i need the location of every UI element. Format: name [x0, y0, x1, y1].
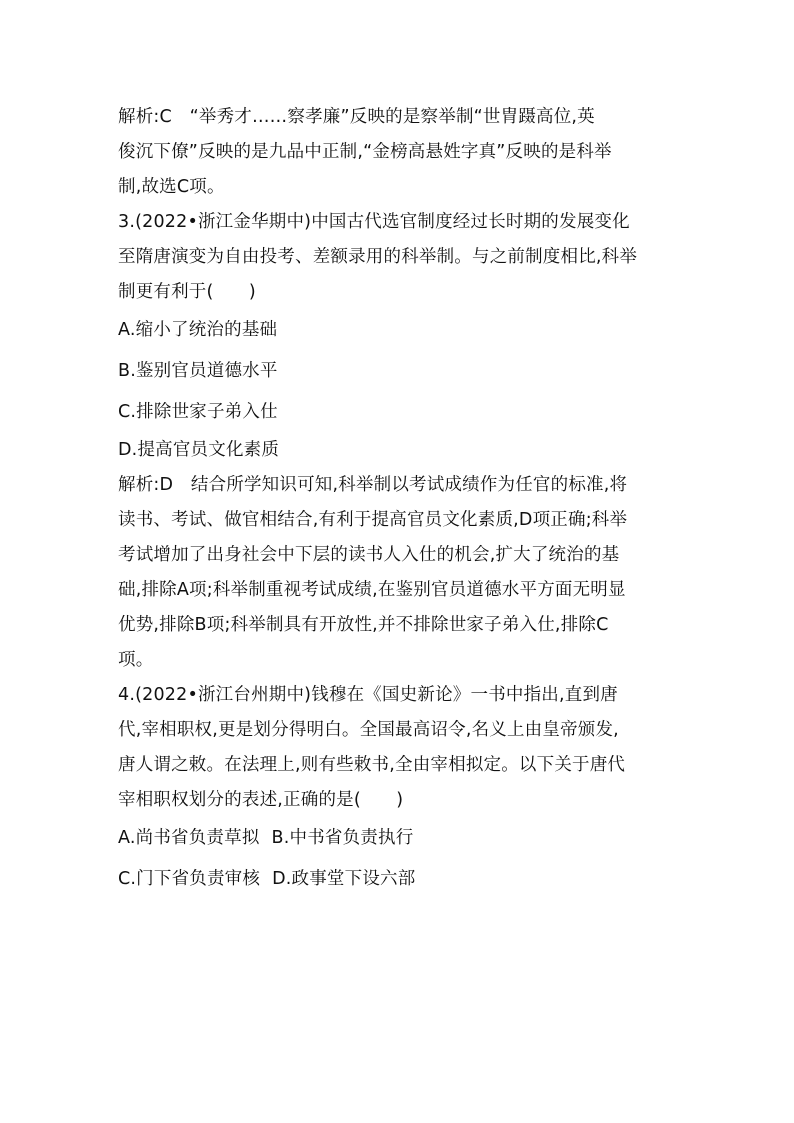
option-a: A.尚书省负责草拟: [118, 828, 260, 848]
explanation-line: 考试增加了出身社会中下层的读书人入仕的机会,扩大了统治的基: [118, 545, 620, 565]
question-stem-line: 至隋唐演变为自由投考、差额录用的科举制。与之前制度相比,科举: [118, 247, 638, 267]
explanation-line: 制,故选C项。: [118, 177, 225, 197]
explanation-line: 础,排除A项;科举制重视考试成绩,在鉴别官员道德水平方面无明显: [118, 580, 626, 600]
option-d: D.政事堂下设六部: [272, 869, 416, 889]
question-stem-line: 宰相职权划分的表述,正确的是( ): [118, 790, 404, 810]
question-stem-line: 3.(2022•浙江金华期中)中国古代选官制度经过长时期的发展变化: [118, 212, 630, 232]
option-b: B.中书省负责执行: [271, 828, 414, 848]
question-stem-line: 唐人谓之敕。在法理上,则有些敕书,全由宰相拟定。以下关于唐代: [118, 755, 626, 775]
option-c: C.排除世家子弟入仕: [118, 402, 278, 422]
explanation-line: 项。: [118, 650, 154, 670]
explanation-line: 解析:D 结合所学知识可知,科举制以考试成绩作为任官的标准,将: [118, 475, 628, 495]
explanation-line: 俊沉下僚”反映的是九品中正制,“金榜高悬姓字真”反映的是科举: [118, 142, 612, 162]
option-a: A.缩小了统治的基础: [118, 320, 278, 340]
question-stem-line: 代,宰相职权,更是划分得明白。全国最高诏令,名义上由皇帝颁发,: [118, 720, 619, 740]
options-row-cd: [118, 859, 683, 900]
option-b: B.鉴别官员道德水平: [118, 361, 278, 381]
question-stem-line: 4.(2022•浙江台州期中)钱穆在《国史新论》一书中指出,直到唐: [118, 685, 618, 705]
question-stem-line: 制更有利于( ): [118, 282, 256, 302]
option-c: C.门下省负责审核: [118, 869, 261, 889]
explanation-line: 读书、考试、做官相结合,有利于提高官员文化素质,D项正确;科举: [118, 510, 628, 530]
question-4: [118, 678, 683, 900]
options-row-ab: [118, 818, 683, 859]
explanation-line: 解析:C “举秀才……察孝廉”反映的是察举制“世胄蹑高位,英: [118, 107, 595, 127]
explanation-question-2: [118, 100, 683, 205]
question-3: [118, 205, 683, 678]
explanation-line: 优势,排除B项;科举制具有开放性,并不排除世家子弟入仕,排除C: [118, 615, 609, 635]
page-content: [118, 100, 683, 900]
option-d: D.提高官员文化素质: [118, 440, 280, 460]
